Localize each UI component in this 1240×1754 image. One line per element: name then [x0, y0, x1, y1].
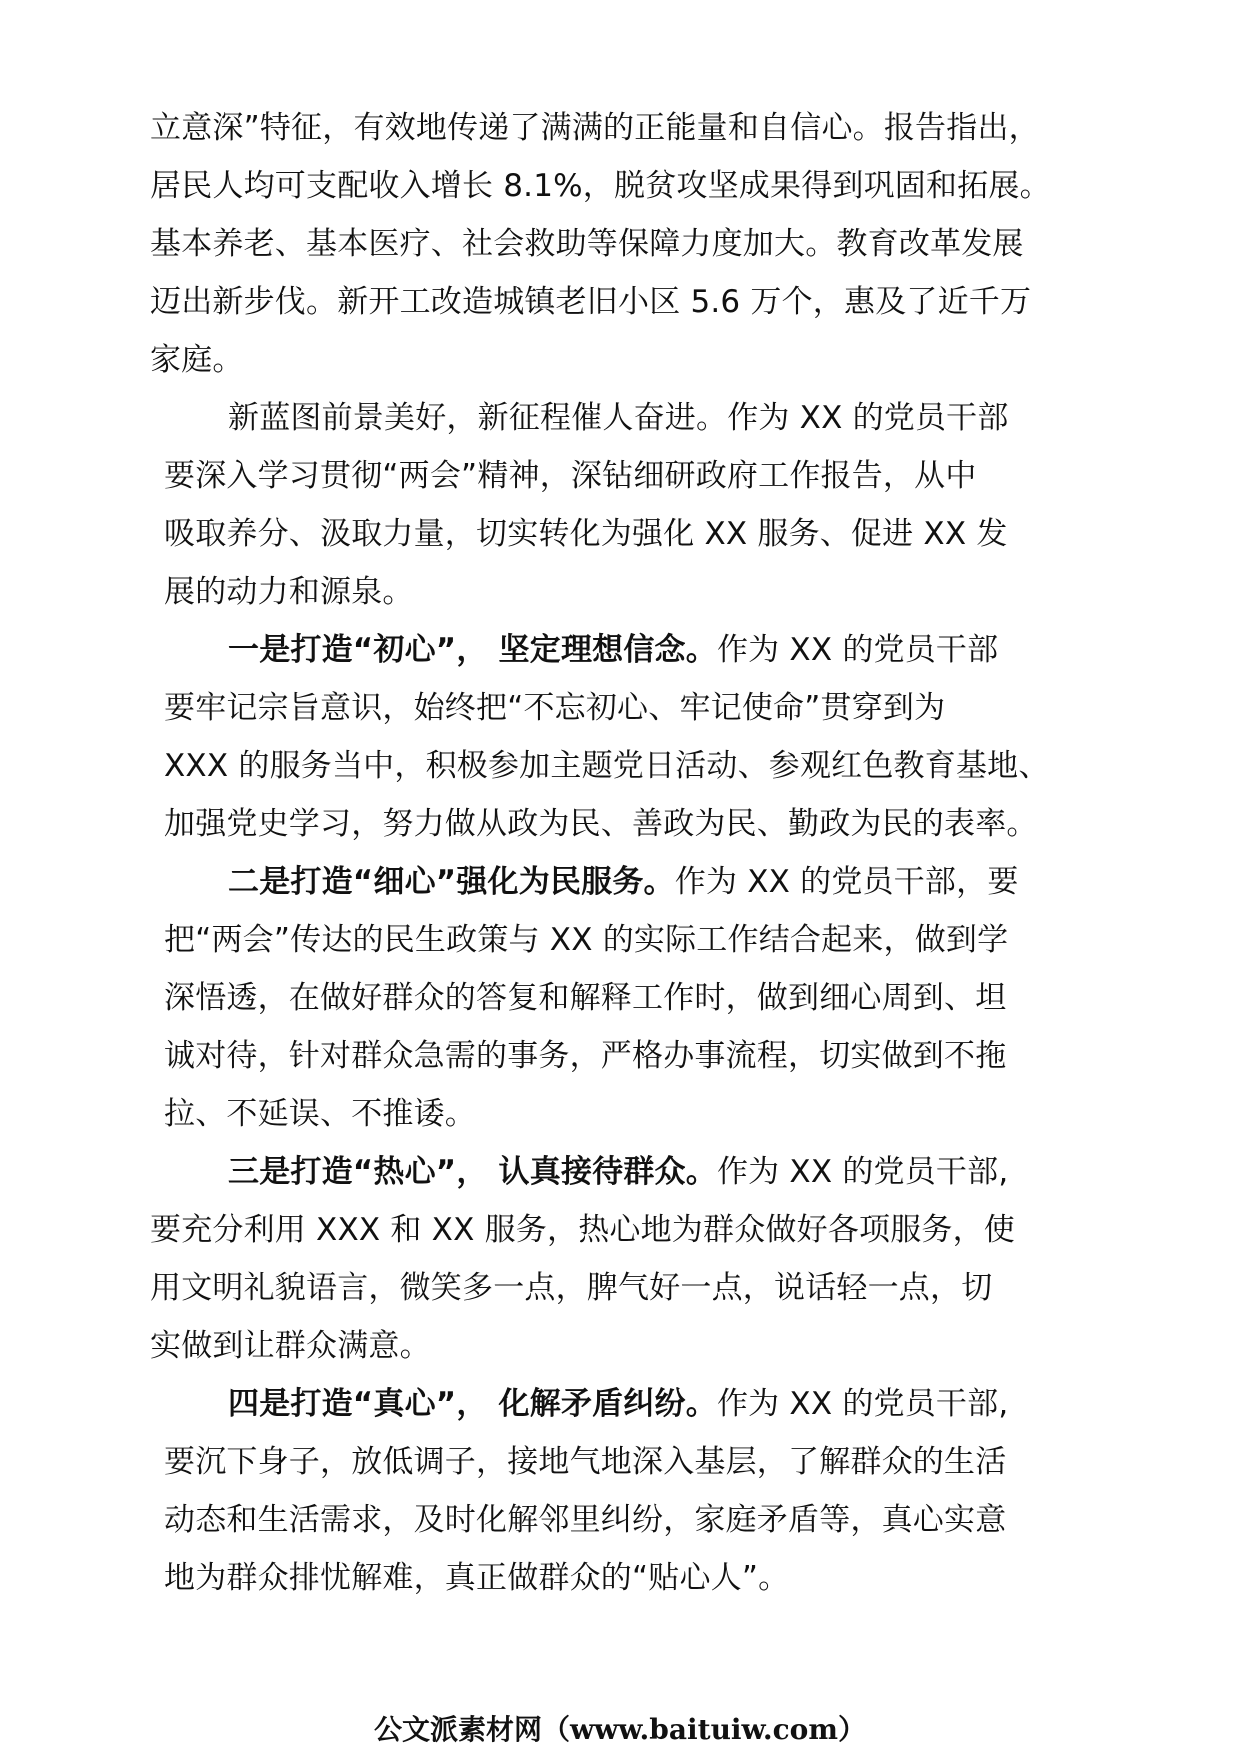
paragraph-2-line-1: 新蓝图前景美好，新征程催人奋进。作为 XX 的党员干部 [228, 400, 1009, 436]
paragraph-4-line-1 [228, 862, 1019, 902]
paragraph-5-heading: 三是打造“热心”， 认真接待群众。 [228, 1154, 717, 1190]
paragraph-6-heading: 四是打造“真心”， 化解矛盾纠纷。 [228, 1386, 717, 1422]
paragraph-3-line-3: XXX 的服务当中，积极参加主题党日活动、参观红色教育基地、 [164, 748, 1050, 784]
paragraph-6-line-1 [228, 1384, 1008, 1424]
paragraph-6-line-2: 要沉下身子，放低调子，接地气地深入基层，了解群众的生活 [164, 1444, 1007, 1480]
paragraph-2-line-2: 要深入学习贯彻“两会”精神，深钻细研政府工作报告，从中 [164, 458, 977, 494]
paragraph-3-line-1 [228, 630, 998, 670]
paragraph-5-line-1-text: 作为 XX 的党员干部, [716, 1154, 1009, 1190]
paragraph-5-line-4: 实做到让群众满意。 [150, 1328, 431, 1364]
paragraph-1-line-5: 家庭。 [150, 342, 244, 378]
paragraph-4-line-3: 深悟透，在做好群众的答复和解释工作时，做到细心周到、坦 [164, 980, 1007, 1016]
paragraph-3-line-2: 要牢记宗旨意识，始终把“不忘初心、牢记使命”贯穿到为 [164, 690, 946, 726]
paragraph-5-line-3: 用文明礼貌语言，微笑多一点，脾气好一点，说话轻一点，切 [150, 1270, 993, 1306]
paragraph-5-line-1 [228, 1152, 1008, 1192]
paragraph-3-heading: 一是打造“初心”， 坚定理想信念。 [228, 632, 717, 668]
paragraph-1-line-4: 迈出新步伐。新开工改造城镇老旧小区 5.6 万个，惠及了近千万 [150, 284, 1032, 320]
paragraph-4-line-5: 拉、不延误、不推诿。 [164, 1096, 476, 1132]
paragraph-4-line-2: 把“两会”传达的民生政策与 XX 的实际工作结合起来，做到学 [164, 922, 1009, 958]
paragraph-1-line-3: 基本养老、基本医疗、社会救助等保障力度加大。教育改革发展 [150, 226, 1024, 262]
paragraph-1-line-2: 居民人均可支配收入增长 8.1%，脱贫攻坚成果得到巩固和拓展。 [150, 168, 1051, 204]
paragraph-6-line-4: 地为群众排忧解难，真正做群众的“贴心人”。 [164, 1560, 790, 1596]
paragraph-1-line-1: 立意深”特征，有效地传递了满满的正能量和自信心。报告指出， [150, 110, 1040, 146]
paragraph-4-line-1-text: 作为 XX 的党员干部，要 [674, 864, 1019, 900]
paragraph-2-line-4: 展的动力和源泉。 [164, 574, 414, 610]
paragraph-4-line-4: 诚对待，针对群众急需的事务，严格办事流程，切实做到不拖 [164, 1038, 1007, 1074]
paragraph-6-line-1-text: 作为 XX 的党员干部, [716, 1386, 1009, 1422]
paragraph-2-line-3: 吸取养分、汲取力量，切实转化为强化 XX 服务、促进 XX 发 [164, 516, 1008, 552]
footer-source: 公文派素材网（www.baituiw.com） [374, 1713, 866, 1746]
paragraph-3-line-4: 加强党史学习，努力做从政为民、善政为民、勤政为民的表率。 [164, 806, 1038, 842]
paragraph-4-heading: 二是打造“细心”强化为民服务。 [228, 864, 675, 900]
paragraph-5-line-2: 要充分利用 XXX 和 XX 服务，热心地为群众做好各项服务，使 [150, 1212, 1015, 1248]
paragraph-3-line-1-text: 作为 XX 的党员干部 [716, 632, 999, 668]
paragraph-6-line-3: 动态和生活需求，及时化解邻里纠纷，家庭矛盾等，真心实意 [164, 1502, 1007, 1538]
